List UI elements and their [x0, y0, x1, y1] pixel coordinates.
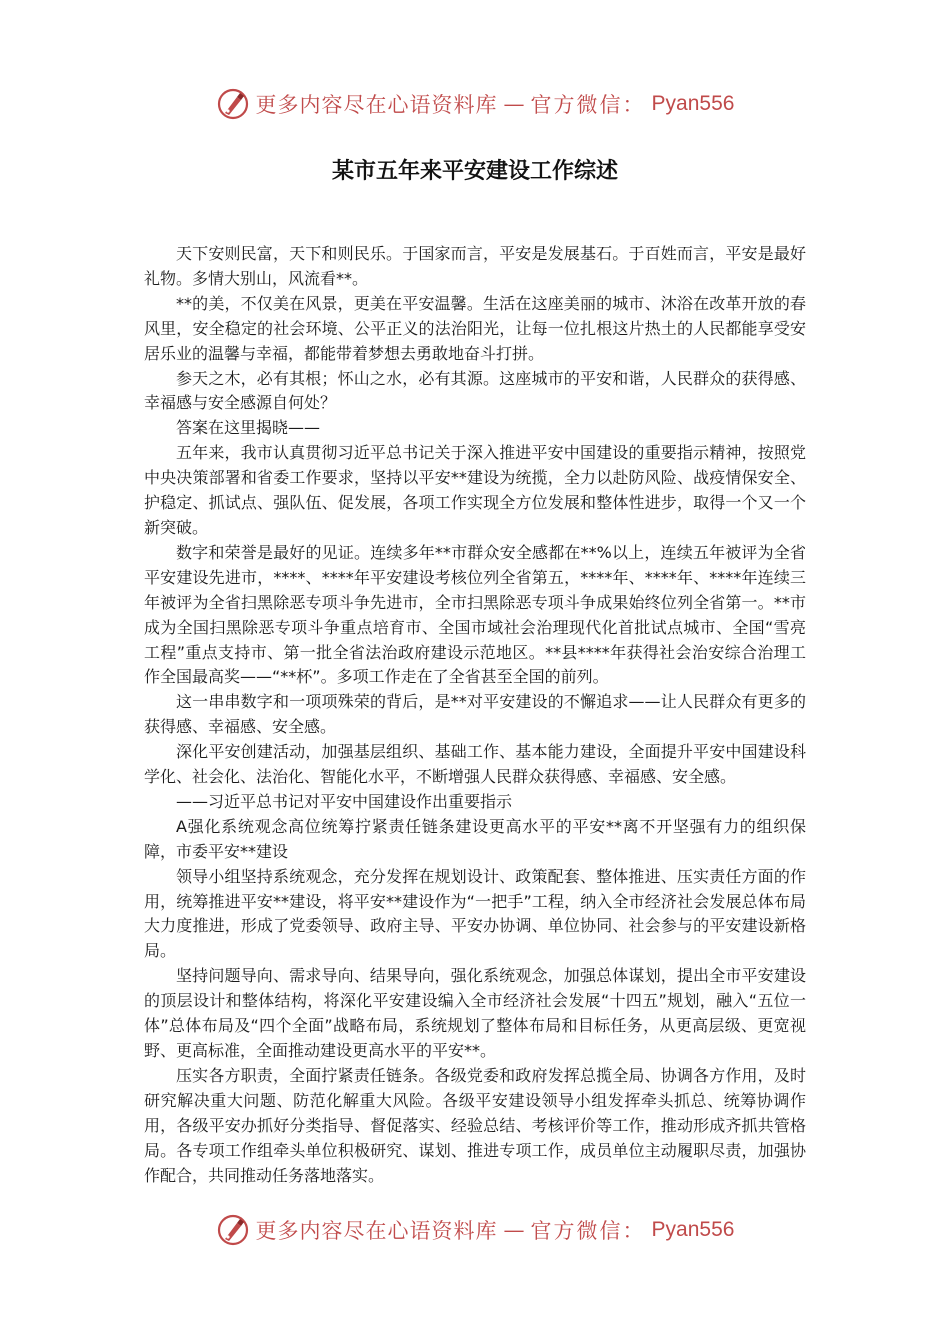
paragraph: 天下安则民富，天下和则民乐。于国家而言，平安是发展基石。于百姓而言，平安是最好礼物。多情大别山，风流看**。	[144, 244, 806, 288]
quote-paragraph: 深化平安创建活动，加强基层组织、基础工作、基本能力建设，全面提升平安中国建设科学化、社会化、法治化、智能化水平，不断增强人民群众获得感、幸福感、安全感。	[144, 742, 806, 787]
document-body	[144, 242, 806, 1188]
paragraph: 参天之木，必有其根；怀山之水，必有其源。这座城市的平安和谐，人民群众的获得感、幸福感与安全感源自何处？	[144, 368, 806, 413]
pen-nib-logo-icon	[216, 1213, 250, 1247]
banner-wechat-id: Pyan556	[651, 1218, 735, 1241]
paragraph: 五年来，我市认真贯彻习近平总书记关于深入推进平安中国建设的重要指示精神，按照党中央决策部署和省委工作要求，坚持以平安**建设为统揽，全力以赴防风险、战疫情保安全、护稳定、抓试点、强队伍、促发展，各项工作实现全方位发展和整体性进步，取得一个又一个新突破。	[144, 443, 806, 537]
banner-separator: —	[503, 92, 525, 116]
quote-attribution: ——习近平总书记对平安中国建设作出重要指示	[176, 791, 513, 811]
banner-separator: —	[503, 1218, 525, 1242]
banner-wechat-id: Pyan556	[651, 92, 735, 115]
paragraph: 这一串串数字和一项项殊荣的背后，是**对平安建设的不懈追求——让人民群众有更多的获得感、幸福感、安全感。	[144, 692, 806, 737]
paragraph: 坚持问题导向、需求导向、结果导向，强化系统观念，加强总体谋划，提出全市平安建设的顶层设计和整体结构，将深化平安建设编入全市经济社会发展“十四五”规划，融入“五位一体”总体布局及“四个全面”战略布局，系统规划了整体布局和目标任务，从更高层级、更宽视野、更高标准，全面推动建设更高水平的平安**。	[144, 966, 806, 1060]
paragraph: 数字和荣誉是最好的见证。连续多年**市群众安全感都在**%以上，连续五年被评为全省平安建设先进市，****、****年平安建设考核位列全省第五，****年、****年、****年连续三年被评为全省扫黑除恶专项斗争先进市，全市扫黑除恶专项斗争成果始终位列全省第一。**市成为全国扫黑除恶专项斗争重点培育市、全国市域社会治理现代化首批试点城市、全国“雪亮工程”重点支持市、第一批全省法治政府建设示范地区。**县****年获得社会治安综合治理工作全国最高奖——“**杯”。多项工作走在了全省甚至全国的前列。	[144, 542, 806, 687]
pen-nib-logo-icon	[216, 87, 250, 121]
header-banner	[0, 84, 950, 124]
paragraph: **的美，不仅美在风景，更美在平安温馨。生活在这座美丽的城市、沐浴在改革开放的春风里，安全稳定的社会环境、公平正义的法治阳光，让每一位扎根这片热土的人民都能享受安居乐业的温馨与幸福，都能带着梦想去勇敢地奋斗打拼。	[144, 293, 806, 363]
footer-banner	[0, 1210, 950, 1250]
paragraph: 答案在这里揭晓——	[176, 418, 321, 438]
banner-slogan: 更多内容尽在心语资料库	[255, 93, 498, 117]
document-title: 某市五年来平安建设工作综述	[331, 159, 618, 184]
banner-slogan: 更多内容尽在心语资料库	[255, 1219, 498, 1243]
section-heading-paragraph: A强化系统观念高位统筹拧紧责任链条建设更高水平的平安**离不开坚强有力的组织保障，市委平安**建设	[144, 816, 806, 861]
banner-wechat-label: 官方微信：	[530, 93, 646, 117]
paragraph: 压实各方职责，全面拧紧责任链条。各级党委和政府发挥总揽全局、协调各方作用，及时研究解决重大问题、防范化解重大风险。各级平安建设领导小组发挥牵头抓总、统筹协调作用，各级平安办抓好分类指导、督促落实、经验总结、考核评价等工作，推动形成齐抓共管格局。各专项工作组牵头单位积极研究、谋划、推进专项工作，成员单位主动履职尽责，加强协作配合，共同推动任务落地落实。	[144, 1065, 806, 1185]
paragraph: 领导小组坚持系统观念，充分发挥在规划设计、政策配套、整体推进、压实责任方面的作用，统筹推进平安**建设，将平安**建设作为“一把手”工程，纳入全市经济社会发展总体布局大力度推进，形成了党委领导、政府主导、平安办协调、单位协同、社会参与的平安建设新格局。	[144, 866, 806, 961]
banner-wechat-label: 官方微信：	[530, 1219, 646, 1243]
